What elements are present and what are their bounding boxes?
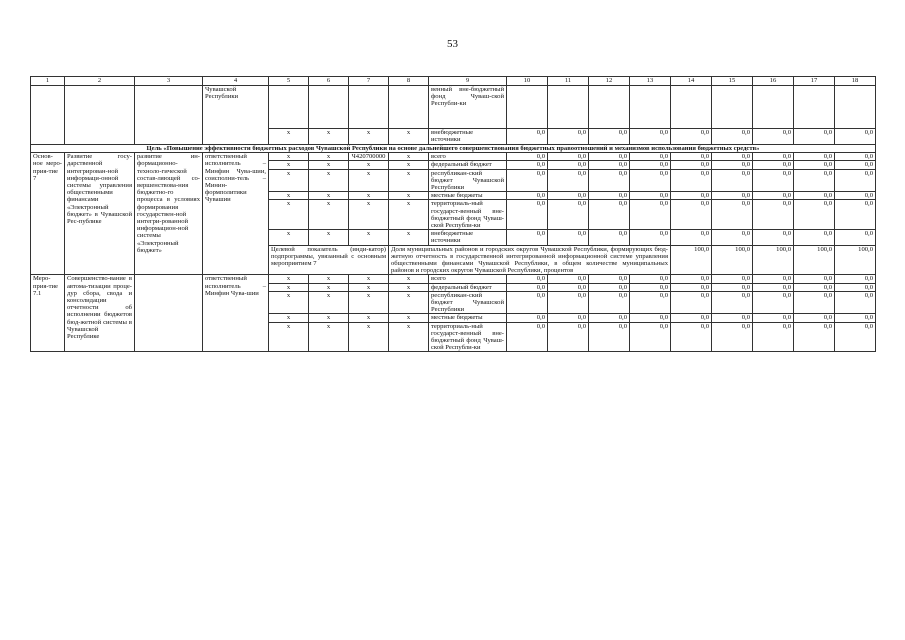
header-cell: 13 xyxy=(630,77,671,86)
header-cell: 11 xyxy=(548,77,589,86)
header-cell: 1 xyxy=(31,77,65,86)
source-cell: местные бюджеты xyxy=(429,192,507,200)
source-cell: территориаль-ный государст-венный вне-бюджетный фонд Чуваш-ской Республи-ки xyxy=(429,322,507,352)
source-cell: федеральный бюджет xyxy=(429,161,507,169)
header-cell: 14 xyxy=(671,77,712,86)
responsible-cell: ответственный исполнитель – Минфин Чува-шии xyxy=(203,275,269,352)
table-row: x x x x внебюджетные источники 0,0 0,0 0,0 0,0 0,0 0,0 0,0 0,0 0,0 xyxy=(31,230,876,245)
source-cell: всего xyxy=(429,153,507,161)
indicator-label: Целевой показатель (инди-катор) подпрограммы, увязанный с основным мероприятием 7 xyxy=(269,245,389,275)
page-number: 53 xyxy=(447,38,458,50)
source-cell: внебюджетные источники xyxy=(429,230,507,245)
table-row: x x x x федеральный бюджет 0,0 0,0 0,0 0,0 0,0 0,0 0,0 0,0 0,0 xyxy=(31,283,876,291)
header-cell: 3 xyxy=(135,77,203,86)
header-cell: 7 xyxy=(349,77,389,86)
responsible-cell: Чувашской Республики xyxy=(203,86,269,145)
event-label: Основ-ное меро-прия-тие 7 xyxy=(31,153,65,275)
event-description: развитие ин-формационно-техноло-гической состав-ляющей со-вершенствова-ния бюджетно-го процесса в условиях формирования государствен-ной интегри-рованной информацион-ной системы «Электронный бюджет» xyxy=(135,153,203,275)
table-row: Основ-ное меро-прия-тие 7 Развитие госу-дарственной интегрирован-ной информаци-онной системы управления общественными финансами «Электронный бюджет» в Чувашской Рес-публике развитие ин-формационно-техноло-гической состав-ляющей со-вершенствова-ния бюджетно-го процесса в условиях формирования государствен-ной интегри-рованной информацион-ной системы «Электронный бюджет» ответственный исполнитель – Минфин Чува-шии, соисполни-тель – Минин-формполитики Чувашии x x Ч420700000 x всего 0,0 0,0 0,0 0,0 0,0 0,0 0,0 0,0 0,0 xyxy=(31,153,876,161)
budget-table xyxy=(30,76,876,352)
header-cell: 15 xyxy=(712,77,753,86)
header-cell: 4 xyxy=(203,77,269,86)
source-cell: венный вне-бюджетный фонд Чуваш-ской Республи-ки xyxy=(429,86,507,129)
table-row: x x x x республикан-ский бюджет Чувашской Республики 0,0 0,0 0,0 0,0 0,0 0,0 0,0 0,0 0,0 xyxy=(31,291,876,314)
table-row: x x x x внебюджетные источники 0,0 0,0 0,0 0,0 0,0 0,0 0,0 0,0 0,0 xyxy=(31,129,876,145)
header-cell: 8 xyxy=(389,77,429,86)
header-cell: 10 xyxy=(507,77,548,86)
table-row: x x x x местные бюджеты 0,0 0,0 0,0 0,0 0,0 0,0 0,0 0,0 0,0 xyxy=(31,314,876,322)
table-row: x x x x территориаль-ный государст-венный вне-бюджетный фонд Чуваш-ской Республи-ки 0,0 0,0 0,0 0,0 0,0 0,0 0,0 0,0 0,0 xyxy=(31,322,876,352)
header-cell: 2 xyxy=(65,77,135,86)
event-name: Развитие госу-дарственной интегрирован-ной информаци-онной системы управления общественными финансами «Электронный бюджет» в Чувашской Рес-публике xyxy=(65,153,135,275)
indicator-text: Доля муниципальных районов и городских округов Чувашской Республики, формирующих бюд-жетную отчетность в государственной интегрированной информационной системе управления общественными финансами Чувашской Республики, в общем количестве муниципальных районов и городских округов Чувашской Республики, процентов xyxy=(389,245,671,275)
source-cell: территориаль-ный государст-венный вне-бюджетный фонд Чуваш-ской Республи-ки xyxy=(429,200,507,230)
source-cell: внебюджетные источники xyxy=(429,129,507,145)
header-cell: 16 xyxy=(753,77,794,86)
table-row xyxy=(31,86,876,129)
goal-heading: Цель «Повышение эффективности бюджетных расходов Чувашской Республики на основе дальнейшего совершенствования бюджетных правоотношений и механизмов использования бюджетных средств» xyxy=(31,145,876,153)
table-header-row xyxy=(31,77,876,86)
event-label: Меро-прия-тие 7.1 xyxy=(31,275,65,352)
table-row: x x x x республикан-ский бюджет Чувашской Республики 0,0 0,0 0,0 0,0 0,0 0,0 0,0 0,0 0,0 xyxy=(31,169,876,192)
table-row: x x x x территориаль-ный государст-венный вне-бюджетный фонд Чуваш-ской Республи-ки 0,0 0,0 0,0 0,0 0,0 0,0 0,0 0,0 0,0 xyxy=(31,200,876,230)
table-row: Меро-прия-тие 7.1 Совершенство-вание в автома-тизации проце-дур сбора, свода и консолидации отчетности об исполнении бюджетов бюд-жетной системы в Чувашской Республике ответственный исполнитель – Минфин Чува-шии x x x x всего 0,0 0,0 0,0 0,0 0,0 0,0 0,0 0,0 0,0 xyxy=(31,275,876,283)
header-cell: 9 xyxy=(429,77,507,86)
event-name: Совершенство-вание в автома-тизации проце-дур сбора, свода и консолидации отчетности об исполнении бюджетов бюд-жетной системы в Чувашской Республике xyxy=(65,275,135,352)
header-cell: 12 xyxy=(589,77,630,86)
source-cell: местные бюджеты xyxy=(429,314,507,322)
header-cell: 5 xyxy=(269,77,309,86)
header-cell: 18 xyxy=(835,77,876,86)
goal-row xyxy=(31,145,876,153)
source-cell: республикан-ский бюджет Чувашской Республики xyxy=(429,291,507,314)
table-row: x x x x местные бюджеты 0,0 0,0 0,0 0,0 0,0 0,0 0,0 0,0 0,0 xyxy=(31,192,876,200)
source-cell: республикан-ский бюджет Чувашской Республики xyxy=(429,169,507,192)
header-cell: 6 xyxy=(309,77,349,86)
budget-code: Ч420700000 xyxy=(349,153,389,161)
source-cell: всего xyxy=(429,275,507,283)
table-row: x x x x федеральный бюджет 0,0 0,0 0,0 0,0 0,0 0,0 0,0 0,0 0,0 xyxy=(31,161,876,169)
header-cell: 17 xyxy=(794,77,835,86)
responsible-cell: ответственный исполнитель – Минфин Чува-шии, соисполни-тель – Минин-формполитики Чувашии xyxy=(203,153,269,275)
source-cell: федеральный бюджет xyxy=(429,283,507,291)
indicator-row: Целевой показатель (инди-катор) подпрограммы, увязанный с основным мероприятием 7 Доля муниципальных районов и городских округов Чувашской Республики, формирующих бюд-жетную отчетность в государственной интегрированной информационной системе управления общественными финансами Чувашской Республики, в общем количестве муниципальных районов и городских округов Чувашской Республики, процентов 100,0 100,0 100,0 100,0 100,0 xyxy=(31,245,876,275)
